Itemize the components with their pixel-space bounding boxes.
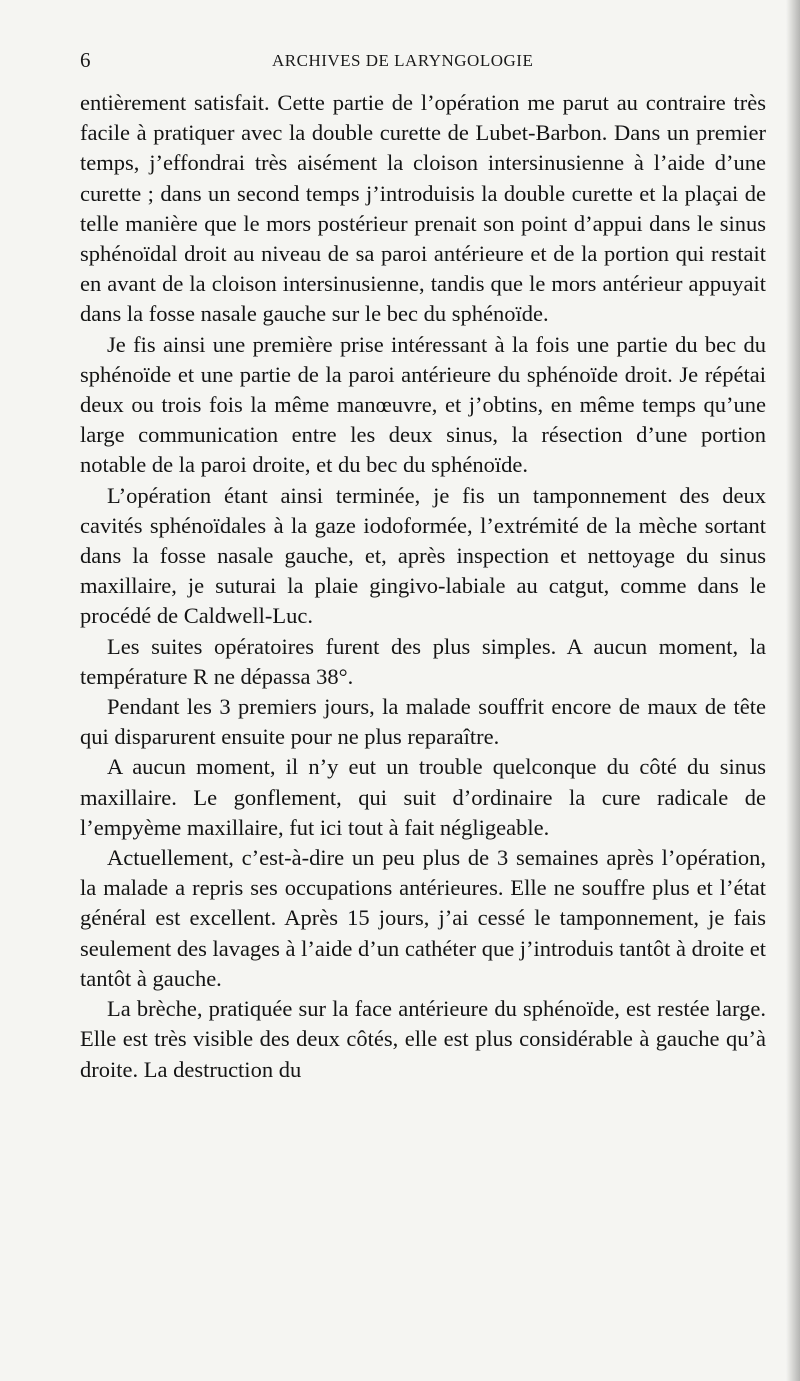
paragraph: A aucun moment, il n’y eut un trouble quelconque du côté du sinus maxillaire. Le gonflement, qui suit d’ordinaire la cure radicale de l’empyème maxillaire, fut ici tout à fait négligeable. — [80, 754, 766, 840]
paragraph-continuation: entièrement satisfait. Cette partie de l’opération me parut au contraire très facile à pratiquer avec la double curette de Lubet-Barbon. Dans un premier temps, j’effondrai très aisément la cloison intersinusienne à l’aide d’une curette ; dans un second temps j’introduisis la double curette et la plaçai de telle manière que le mors postérieur prenait son point d’appui dans le sinus sphénoïdal droit au niveau de sa paroi antérieure et de la portion qui restait en avant de la cloison intersinusienne, tandis que le mors antérieur appuyait dans la fosse nasale gauche sur le bec du sphénoïde. — [80, 90, 766, 327]
paragraph: Les suites opératoires furent des plus simples. A aucun moment, la température R ne dépassa 38°. — [80, 633, 766, 689]
paragraph: Je fis ainsi une première prise intéressant à la fois une partie du bec du sphénoïde et une partie de la paroi antérieure du sphénoïde droit. Je répétai deux ou trois fois la même manœuvre, et j’obtins, en même temps qu’une large communication entre les deux sinus, la résection d’une portion notable de la paroi droite, et du bec du sphénoïde. — [80, 331, 766, 478]
page-number: 6 — [80, 48, 91, 72]
paragraph: Pendant les 3 premiers jours, la malade souffrit encore de maux de tête qui disparurent ensuite pour ne plus reparaître. — [80, 694, 766, 750]
page-edge-shadow — [786, 0, 800, 1381]
page-header — [80, 48, 770, 76]
running-title: ARCHIVES DE LARYNGOLOGIE — [272, 51, 534, 70]
body-text — [80, 88, 766, 1085]
paragraph: La brèche, pratiquée sur la face antérieure du sphénoïde, est restée large. Elle est très visible des deux côtés, elle est plus considérable à gauche qu’à droite. La destruction du — [80, 996, 766, 1082]
paragraph: Actuellement, c’est-à-dire un peu plus de 3 semaines après l’opération, la malade a repris ses occupations antérieures. Elle ne souffre plus et l’état général est excellent. Après 15 jours, j’ai cessé le tamponnement, je fais seulement des lavages à l’aide d’un cathéter que j’introduis tantôt à droite et tantôt à gauche. — [80, 845, 766, 991]
paragraph: L’opération étant ainsi terminée, je fis un tamponnement des deux cavités sphénoïdales à la gaze iodoformée, l’extrémité de la mèche sortant dans la fosse nasale gauche, et, après inspection et nettoyage du sinus maxillaire, je suturai la plaie gingivo-labiale au catgut, comme dans le procédé de Caldwell-Luc. — [80, 482, 766, 629]
